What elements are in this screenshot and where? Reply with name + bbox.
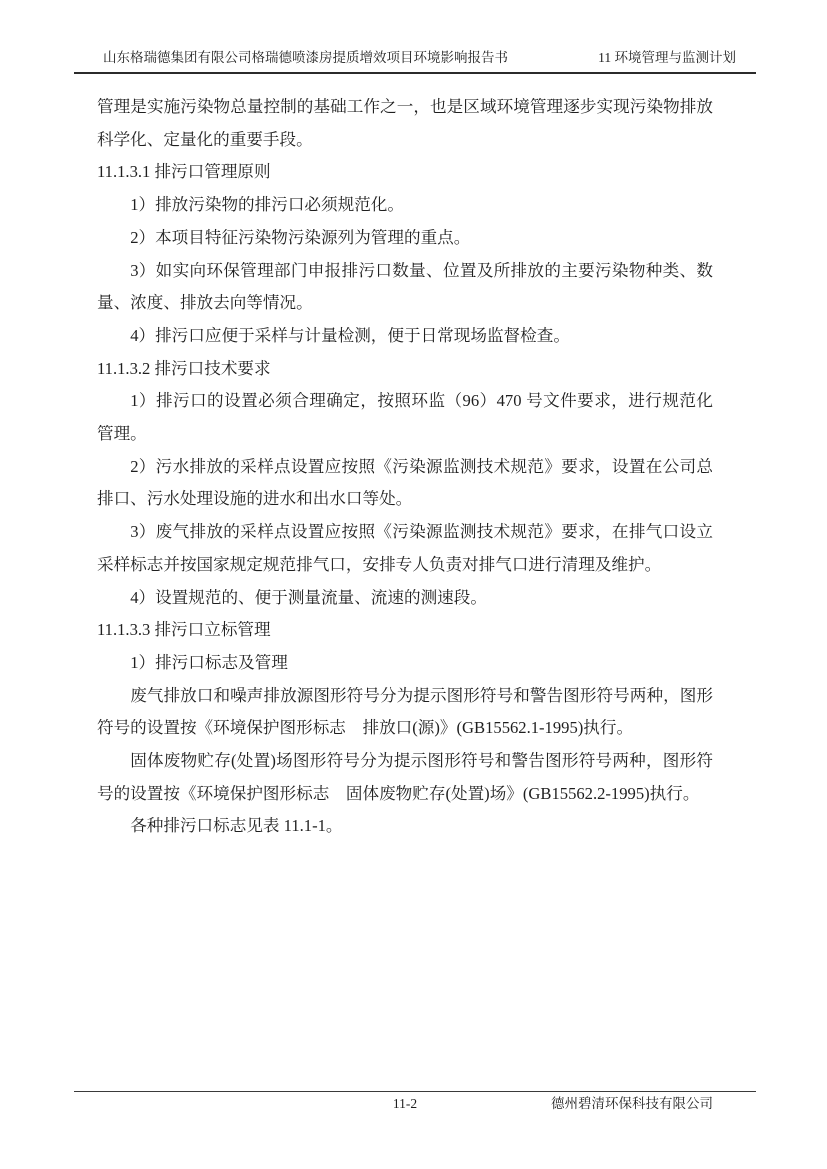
- list-item: 2）污水排放的采样点设置应按照《污染源监测技术规范》要求，设置在公司总排口、污水处理设施的进水和出水口等处。: [97, 456, 713, 509]
- document-body: [97, 91, 713, 843]
- footer-rule: [74, 1091, 756, 1092]
- list-item: 1）排污口标志及管理: [130, 652, 288, 672]
- list-item: 3）如实向环保管理部门申报排污口数量、位置及所排放的主要污染物种类、数量、浓度、排放去向等情况。: [97, 260, 713, 313]
- page-header: [74, 50, 756, 74]
- list-item: 1）排放污染物的排污口必须规范化。: [130, 195, 404, 215]
- header-right-title: 11 环境管理与监测计划: [598, 50, 736, 65]
- paragraph-continuation: 管理是实施污染物总量控制的基础工作之一，也是区域环境管理逐步实现污染物排放科学化、定量化的重要手段。: [97, 97, 713, 149]
- footer-company: 德州碧清环保科技有限公司: [551, 1096, 713, 1111]
- paragraph: 废气排放口和噪声排放源图形符号分为提示图形符号和警告图形符号两种，图形符号的设置按《环境保护图形标志 排放口(源)》(GB15562.1-1995)执行。: [97, 685, 713, 738]
- paragraph: 固体废物贮存(处置)场图形符号分为提示图形符号和警告图形符号两种，图形符号的设置按《环境保护图形标志 固体废物贮存(处置)场》(GB15562.2-1995)执行。: [97, 751, 713, 803]
- section-heading: 11.1.3.2 排污口技术要求: [97, 358, 271, 378]
- list-item: 3）废气排放的采样点设置应按照《污染源监测技术规范》要求，在排气口设立采样标志并按国家规定规范排气口，安排专人负责对排气口进行清理及维护。: [97, 522, 713, 574]
- section-heading: 11.1.3.1 排污口管理原则: [97, 162, 271, 182]
- list-item: 4）设置规范的、便于测量流量、流速的测速段。: [130, 587, 487, 607]
- section-heading: 11.1.3.3 排污口立标管理: [97, 620, 271, 640]
- header-left-title: 山东格瑞德集团有限公司格瑞德喷漆房提质增效项目环境影响报告书: [103, 50, 508, 65]
- list-item: 2）本项目特征污染物污染源列为管理的重点。: [130, 227, 471, 247]
- paragraph: 各种排污口标志见表 11.1-1。: [130, 816, 343, 836]
- list-item: 4）排污口应便于采样与计量检测，便于日常现场监督检查。: [130, 325, 570, 345]
- page-number: 11-2: [392, 1096, 418, 1111]
- list-item: 1）排污口的设置必须合理确定，按照环监（96）470 号文件要求，进行规范化管理。: [97, 391, 713, 444]
